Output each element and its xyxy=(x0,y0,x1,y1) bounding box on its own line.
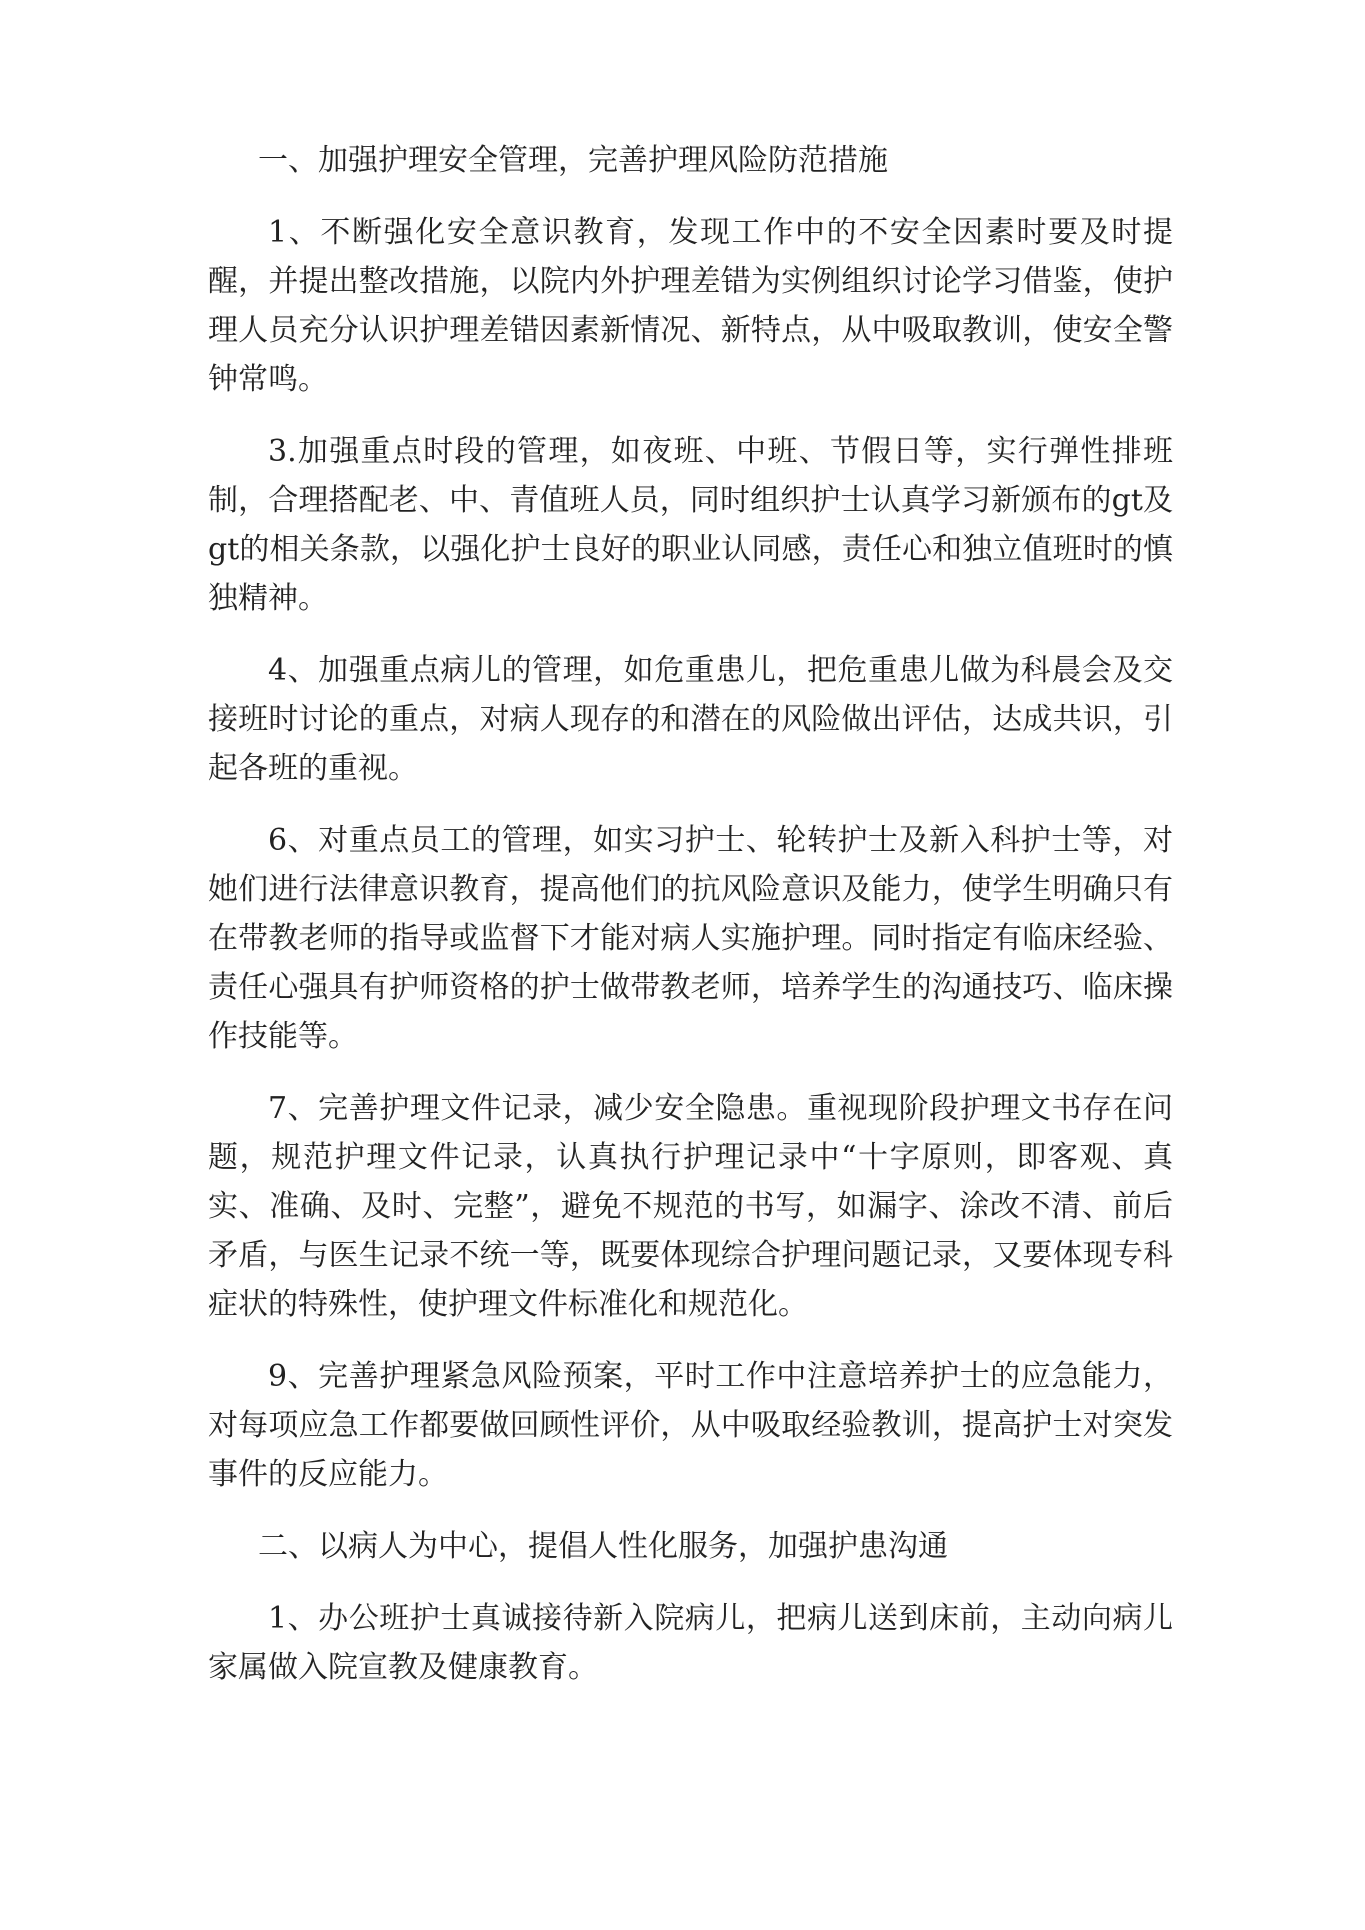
paragraph-7: 7、完善护理文件记录，减少安全隐患。重视现阶段护理文书存在问题，规范护理文件记录，认真执行护理记录中“十字原则，即客观、真实、准确、及时、完整”，避免不规范的书写，如漏字、涂改不清、前后矛盾，与医生记录不统一等，既要体现综合护理问题记录，又要体现专科症状的特殊性，使护理文件标准化和规范化。 xyxy=(208,1091,1173,1322)
section-heading-1: 一、加强护理安全管理，完善护理风险防范措施 xyxy=(258,143,888,178)
document-body xyxy=(208,136,1173,1715)
paragraph-1: 1、不断强化安全意识教育，发现工作中的不安全因素时要及时提醒，并提出整改措施，以院内外护理差错为实例组织讨论学习借鉴，使护理人员充分认识护理差错因素新情况、新特点，从中吸取教训，使安全警钟常鸣。 xyxy=(208,215,1173,397)
paragraph-4: 4、加强重点病儿的管理，如危重患儿，把危重患儿做为科晨会及交接班时讨论的重点，对病人现存的和潜在的风险做出评估，达成共识，引起各班的重视。 xyxy=(208,653,1173,786)
paragraph-6: 6、对重点员工的管理，如实习护士、轮转护士及新入科护士等，对她们进行法律意识教育，提高他们的抗风险意识及能力，使学生明确只有在带教老师的指导或监督下才能对病人实施护理。同时指定有临床经验、责任心强具有护师资格的护士做带教老师，培养学生的沟通技巧、临床操作技能等。 xyxy=(208,823,1173,1054)
paragraph-9: 9、完善护理紧急风险预案，平时工作中注意培养护士的应急能力，对每项应急工作都要做回顾性评价，从中吸取经验教训，提高护士对突发事件的反应能力。 xyxy=(208,1359,1173,1492)
section-heading-2: 二、以病人为中心，提倡人性化服务，加强护患沟通 xyxy=(258,1529,948,1564)
paragraph-10: 1、办公班护士真诚接待新入院病儿，把病儿送到床前，主动向病儿家属做入院宣教及健康教育。 xyxy=(208,1601,1173,1685)
paragraph-3: 3.加强重点时段的管理，如夜班、中班、节假日等，实行弹性排班制，合理搭配老、中、青值班人员，同时组织护士认真学习新颁布的gt及gt的相关条款，以强化护士良好的职业认同感，责任心和独立值班时的慎独精神。 xyxy=(208,434,1173,616)
